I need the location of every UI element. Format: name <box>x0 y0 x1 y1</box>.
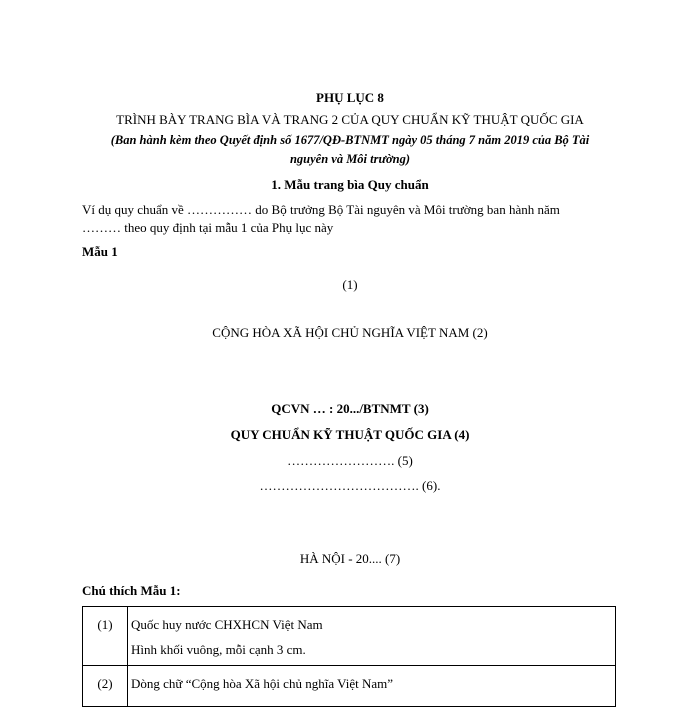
row-number: (2) <box>97 676 113 691</box>
row-description-cell <box>128 666 616 707</box>
cover-standard-code: QCVN … : 20.../BTNMT (3) <box>271 401 429 416</box>
row-number: (1) <box>97 617 113 632</box>
row-description-line: Dòng chữ “Cộng hòa Xã hội chủ nghĩa Việt Nam” <box>131 676 393 691</box>
cover-standard-type: QUY CHUẨN KỸ THUẬT QUỐC GIA (4) <box>230 427 470 442</box>
row-description-cell <box>128 607 616 666</box>
cover-standard-name-vi: ……………………. (5) <box>287 453 413 468</box>
section-1-title: 1. Mẫu trang bìa Quy chuẩn <box>271 177 429 192</box>
section-1-paragraph-line-2: ……… theo quy định tại mẫu 1 của Phụ lục này <box>82 220 334 235</box>
row-description-line: Quốc huy nước CHXHCN Việt Nam <box>131 617 323 632</box>
table-row <box>83 607 616 666</box>
table-row <box>83 666 616 707</box>
sample-label: Mẫu 1 <box>82 244 118 259</box>
cover-standard-name-en: ………………………………. (6). <box>259 478 441 493</box>
row-number-cell <box>83 607 128 666</box>
cover-country-name: CỘNG HÒA XÃ HỘI CHỦ NGHĨA VIỆT NAM (2) <box>212 325 488 340</box>
notes-title: Chú thích Mẫu 1: <box>82 583 181 598</box>
notes-table <box>82 606 616 707</box>
appendix-heading: TRÌNH BÀY TRANG BÌA VÀ TRANG 2 CỦA QUY CHUẨN KỸ THUẬT QUỐC GIA <box>116 112 584 127</box>
row-number-cell <box>83 666 128 707</box>
section-1-paragraph-line-1: Ví dụ quy chuẩn về …………… do Bộ trưởng Bộ Tài nguyên và Môi trường ban hành năm <box>82 202 560 217</box>
appendix-title: PHỤ LỤC 8 <box>316 90 384 105</box>
row-description-line: Hình khối vuông, mỗi cạnh 3 cm. <box>131 642 306 657</box>
appendix-subheading-line-2: nguyên và Môi trường) <box>289 152 411 166</box>
cover-place-year: HÀ NỘI - 20.... (7) <box>299 551 401 566</box>
appendix-subheading-line-1: (Ban hành kèm theo Quyết định số 1677/QĐ-BTNMT ngày 05 tháng 7 năm 2019 của Bộ Tài <box>110 133 590 147</box>
cover-emblem-placeholder: (1) <box>342 277 358 292</box>
